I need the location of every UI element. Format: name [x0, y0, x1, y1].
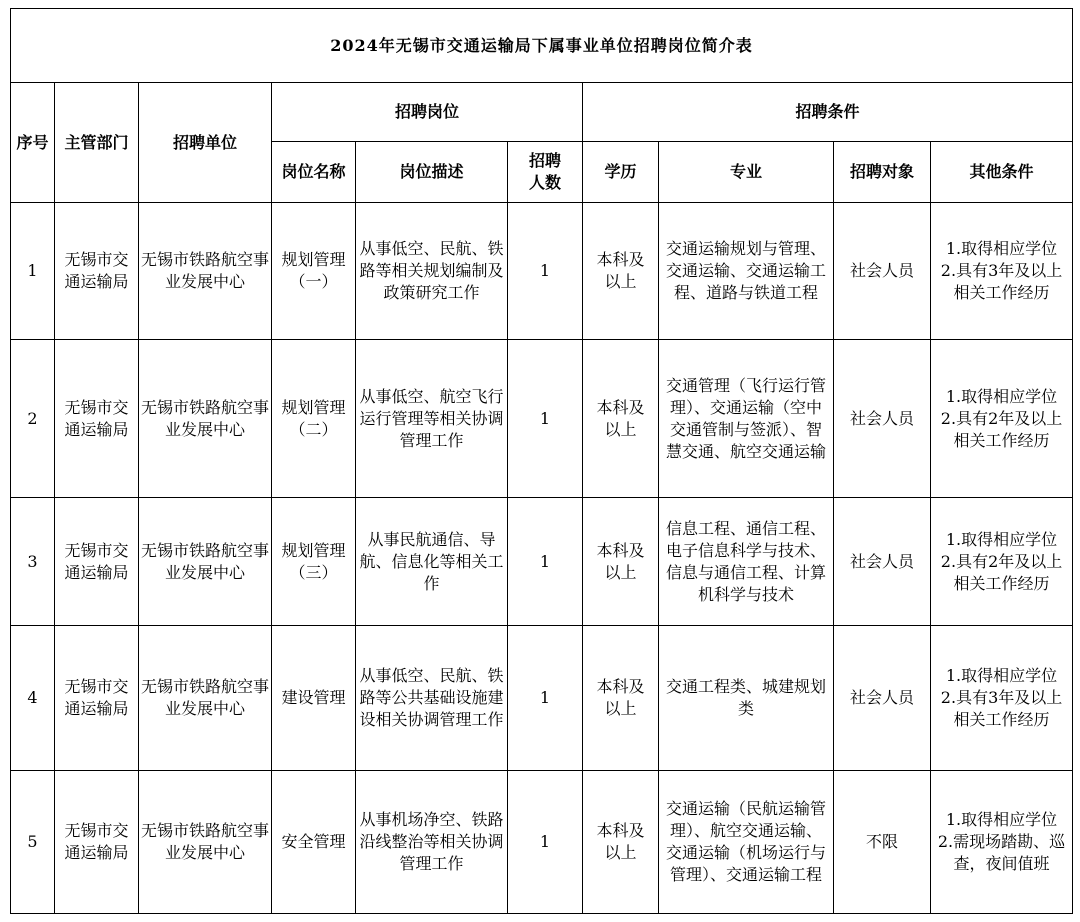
- table-row: [11, 498, 1073, 626]
- cell-major: 信息工程、通信工程、电子信息科学与技术、信息与通信工程、计算机科学与技术: [659, 498, 834, 626]
- cell-department: 无锡市交通运输局: [55, 203, 139, 340]
- cell-other: [931, 498, 1073, 626]
- cell-position: 规划管理（一）: [272, 203, 356, 340]
- cell-description: 从事低空、民航、铁路等相关规划编制及政策研究工作: [356, 203, 508, 340]
- cell-department: 无锡市交通运输局: [55, 340, 139, 498]
- cell-count: 1: [508, 771, 583, 914]
- cell-unit: 无锡市铁路航空事业发展中心: [139, 203, 272, 340]
- cell-target: 社会人员: [834, 626, 931, 771]
- cell-count: 1: [508, 626, 583, 771]
- other-line: 1.取得相应学位: [945, 386, 1058, 406]
- header-unit: 招聘单位: [139, 83, 272, 203]
- header-major: 专业: [659, 142, 834, 203]
- cell-seq: 4: [11, 626, 55, 771]
- other-line: 1.取得相应学位: [945, 666, 1058, 685]
- cell-unit: 无锡市铁路航空事业发展中心: [139, 498, 272, 626]
- cell-major: 交通运输规划与管理、交通运输、交通运输工程、道路与铁道工程: [659, 203, 834, 340]
- cell-seq: 1: [11, 203, 55, 340]
- cell-other: [931, 626, 1073, 771]
- cell-description: 从事民航通信、导航、信息化等相关工作: [356, 498, 508, 626]
- cell-unit: 无锡市铁路航空事业发展中心: [139, 771, 272, 914]
- cell-target: 社会人员: [834, 498, 931, 626]
- cell-other: [931, 771, 1073, 914]
- cell-count: 1: [508, 203, 583, 340]
- table-row: [11, 340, 1073, 498]
- other-line: 1.取得相应学位: [945, 810, 1058, 829]
- cell-description: 从事低空、航空飞行运行管理等相关协调管理工作: [356, 340, 508, 498]
- other-line: 1.取得相应学位: [945, 239, 1058, 258]
- table-row: [11, 771, 1073, 914]
- cell-target: 社会人员: [834, 340, 931, 498]
- other-line: 2.需现场踏勘、巡查，夜间值班: [937, 832, 1066, 873]
- cell-education: 本科及以上: [583, 771, 659, 914]
- cell-count: 1: [508, 340, 583, 498]
- header-condition-group: 招聘条件: [583, 83, 1073, 142]
- cell-major: 交通工程类、城建规划类: [659, 626, 834, 771]
- header-seq: 序号: [11, 83, 55, 203]
- cell-education: 本科及以上: [583, 203, 659, 340]
- header-education: 学历: [583, 142, 659, 203]
- other-line: 1.取得相应学位: [945, 529, 1058, 549]
- cell-major: 交通运输（民航运输管理）、航空交通运输、交通运输（机场运行与管理）、交通运输工程: [659, 771, 834, 914]
- table-title: 2024年无锡市交通运输局下属事业单位招聘岗位简介表: [11, 9, 1073, 83]
- cell-unit: 无锡市铁路航空事业发展中心: [139, 626, 272, 771]
- header-position-desc: 岗位描述: [356, 142, 508, 203]
- cell-seq: 3: [11, 498, 55, 626]
- other-line: 2.具有2年及以上相关工作经历: [940, 408, 1063, 450]
- cell-department: 无锡市交通运输局: [55, 498, 139, 626]
- header-position-name: 岗位名称: [272, 142, 356, 203]
- cell-seq: 5: [11, 771, 55, 914]
- cell-position: 建设管理: [272, 626, 356, 771]
- cell-department: 无锡市交通运输局: [55, 771, 139, 914]
- other-line: 2.具有3年及以上相关工作经历: [940, 261, 1063, 302]
- header-other: 其他条件: [931, 142, 1073, 203]
- header-position-group: 招聘岗位: [272, 83, 583, 142]
- table-row: [11, 203, 1073, 340]
- cell-other: [931, 203, 1073, 340]
- cell-position: 安全管理: [272, 771, 356, 914]
- other-line: 2.具有3年及以上相关工作经历: [940, 688, 1063, 729]
- cell-department: 无锡市交通运输局: [55, 626, 139, 771]
- cell-education: 本科及以上: [583, 626, 659, 771]
- cell-target: 不限: [834, 771, 931, 914]
- cell-position: 规划管理（三）: [272, 498, 356, 626]
- other-line: 2.具有2年及以上相关工作经历: [940, 551, 1063, 593]
- cell-description: 从事低空、民航、铁路等公共基础设施建设相关协调管理工作: [356, 626, 508, 771]
- cell-seq: 2: [11, 340, 55, 498]
- cell-education: 本科及以上: [583, 498, 659, 626]
- cell-description: 从事机场净空、铁路沿线整治等相关协调管理工作: [356, 771, 508, 914]
- cell-target: 社会人员: [834, 203, 931, 340]
- header-target: 招聘对象: [834, 142, 931, 203]
- cell-unit: 无锡市铁路航空事业发展中心: [139, 340, 272, 498]
- header-headcount: 招聘人数: [508, 142, 583, 203]
- cell-education: 本科及以上: [583, 340, 659, 498]
- cell-major: 交通管理（飞行运行管理）、交通运输（空中交通管制与签派）、智慧交通、航空交通运输: [659, 340, 834, 498]
- header-department: 主管部门: [55, 83, 139, 203]
- cell-other: [931, 340, 1073, 498]
- recruitment-table: [10, 8, 1073, 914]
- cell-count: 1: [508, 498, 583, 626]
- table-row: [11, 626, 1073, 771]
- cell-position: 规划管理（二）: [272, 340, 356, 498]
